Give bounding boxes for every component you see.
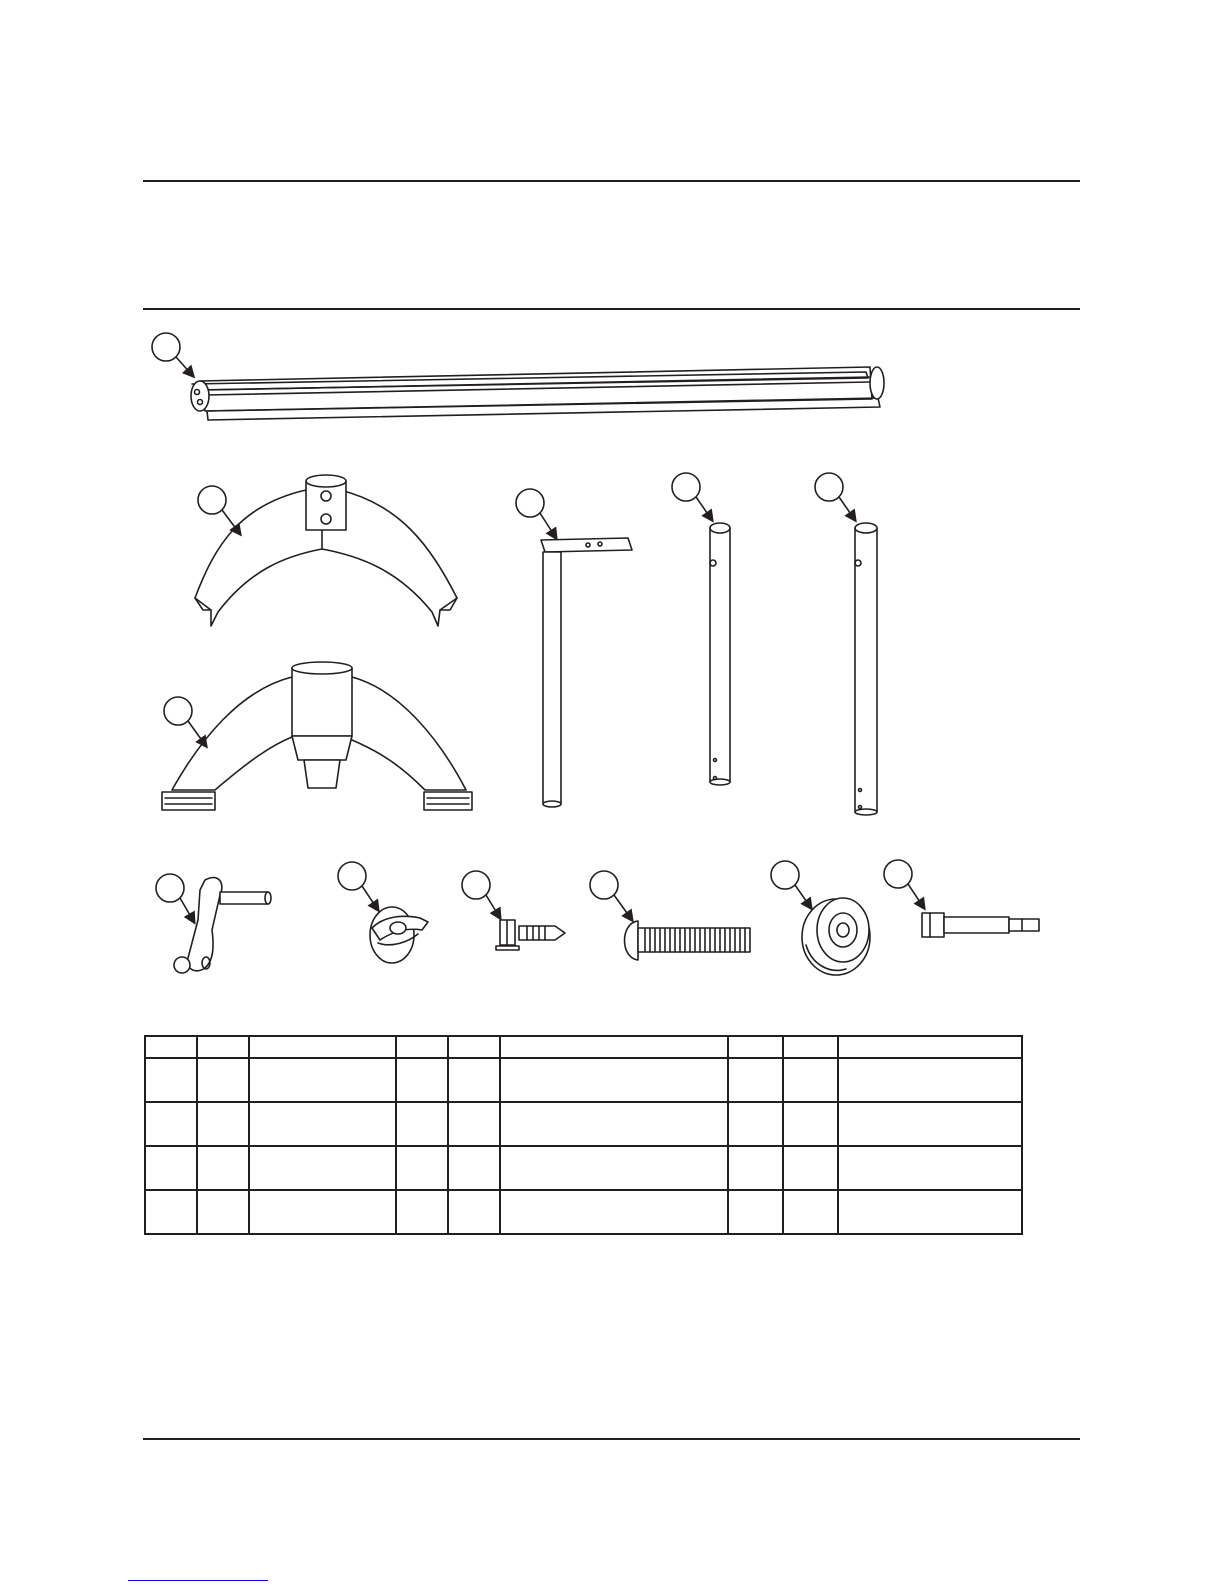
parts-list-table bbox=[144, 1035, 1023, 1235]
table-cell bbox=[396, 1190, 448, 1234]
callout-short-leg-tube bbox=[672, 473, 712, 520]
table-cell bbox=[838, 1146, 1022, 1190]
table-row bbox=[145, 1146, 1022, 1190]
table-cell bbox=[500, 1036, 728, 1058]
table-cell bbox=[197, 1146, 249, 1190]
callout-wheel bbox=[771, 861, 811, 908]
footer-link-underline[interactable] bbox=[128, 1580, 268, 1581]
table-cell bbox=[500, 1146, 728, 1190]
table-cell bbox=[728, 1036, 783, 1058]
table-cell bbox=[448, 1036, 500, 1058]
table-cell bbox=[145, 1102, 197, 1146]
wheel-icon bbox=[802, 898, 870, 975]
callout-long-leg-tube bbox=[815, 473, 855, 520]
table-cell bbox=[448, 1102, 500, 1146]
callout-carriage-bolt bbox=[590, 871, 632, 920]
table-cell bbox=[145, 1190, 197, 1234]
flange-bolt-icon bbox=[496, 920, 565, 950]
table-cell bbox=[197, 1058, 249, 1102]
table-cell bbox=[448, 1146, 500, 1190]
handle-crank-icon bbox=[174, 878, 271, 973]
callout-base-leg-bracket bbox=[164, 697, 206, 746]
table-row bbox=[145, 1190, 1022, 1234]
table-cell bbox=[500, 1190, 728, 1234]
table-cell bbox=[249, 1190, 396, 1234]
callout-long-tube bbox=[152, 333, 193, 376]
table-cell bbox=[500, 1058, 728, 1102]
table-cell bbox=[728, 1058, 783, 1102]
table-cell bbox=[448, 1058, 500, 1102]
wing-nut-icon bbox=[370, 907, 428, 963]
table-cell bbox=[783, 1102, 838, 1146]
table-cell bbox=[249, 1058, 396, 1102]
table-cell bbox=[249, 1146, 396, 1190]
table-cell bbox=[728, 1146, 783, 1190]
carriage-bolt-icon bbox=[625, 921, 751, 960]
callout-shoulder-bolt bbox=[884, 860, 924, 908]
table-cell bbox=[728, 1102, 783, 1146]
table-cell bbox=[396, 1146, 448, 1190]
table-cell bbox=[783, 1190, 838, 1234]
table-cell bbox=[249, 1036, 396, 1058]
table-cell bbox=[145, 1058, 197, 1102]
table-cell bbox=[249, 1102, 396, 1146]
table-cell bbox=[500, 1102, 728, 1146]
table-cell bbox=[197, 1036, 249, 1058]
long-tube-icon bbox=[191, 367, 884, 420]
table-cell bbox=[783, 1146, 838, 1190]
table-cell bbox=[197, 1102, 249, 1146]
table-cell bbox=[838, 1058, 1022, 1102]
support-arm-icon bbox=[541, 538, 632, 807]
table-cell bbox=[145, 1146, 197, 1190]
callout-handle-crank bbox=[156, 874, 194, 922]
shoulder-bolt-icon bbox=[922, 913, 1039, 937]
callout-support-arm bbox=[516, 489, 556, 538]
table-cell bbox=[838, 1102, 1022, 1146]
table-cell bbox=[396, 1058, 448, 1102]
table-cell bbox=[448, 1190, 500, 1234]
table-cell bbox=[197, 1190, 249, 1234]
table-cell bbox=[838, 1190, 1022, 1234]
callout-wing-nut bbox=[338, 862, 378, 910]
table-cell bbox=[838, 1036, 1022, 1058]
table-cell bbox=[396, 1102, 448, 1146]
table-cell bbox=[783, 1036, 838, 1058]
long-leg-tube-icon bbox=[855, 523, 877, 815]
table-header-row bbox=[145, 1036, 1022, 1058]
table-row bbox=[145, 1058, 1022, 1102]
table-cell bbox=[783, 1058, 838, 1102]
table-cell bbox=[728, 1190, 783, 1234]
table-row bbox=[145, 1102, 1022, 1146]
callout-flange-bolt bbox=[462, 871, 500, 918]
table-cell bbox=[145, 1036, 197, 1058]
callout-upper-leg-bracket bbox=[198, 486, 240, 534]
short-leg-tube-icon bbox=[710, 523, 730, 785]
upper-leg-bracket-icon bbox=[195, 475, 457, 626]
table-cell bbox=[396, 1036, 448, 1058]
base-leg-bracket-icon bbox=[162, 662, 472, 810]
